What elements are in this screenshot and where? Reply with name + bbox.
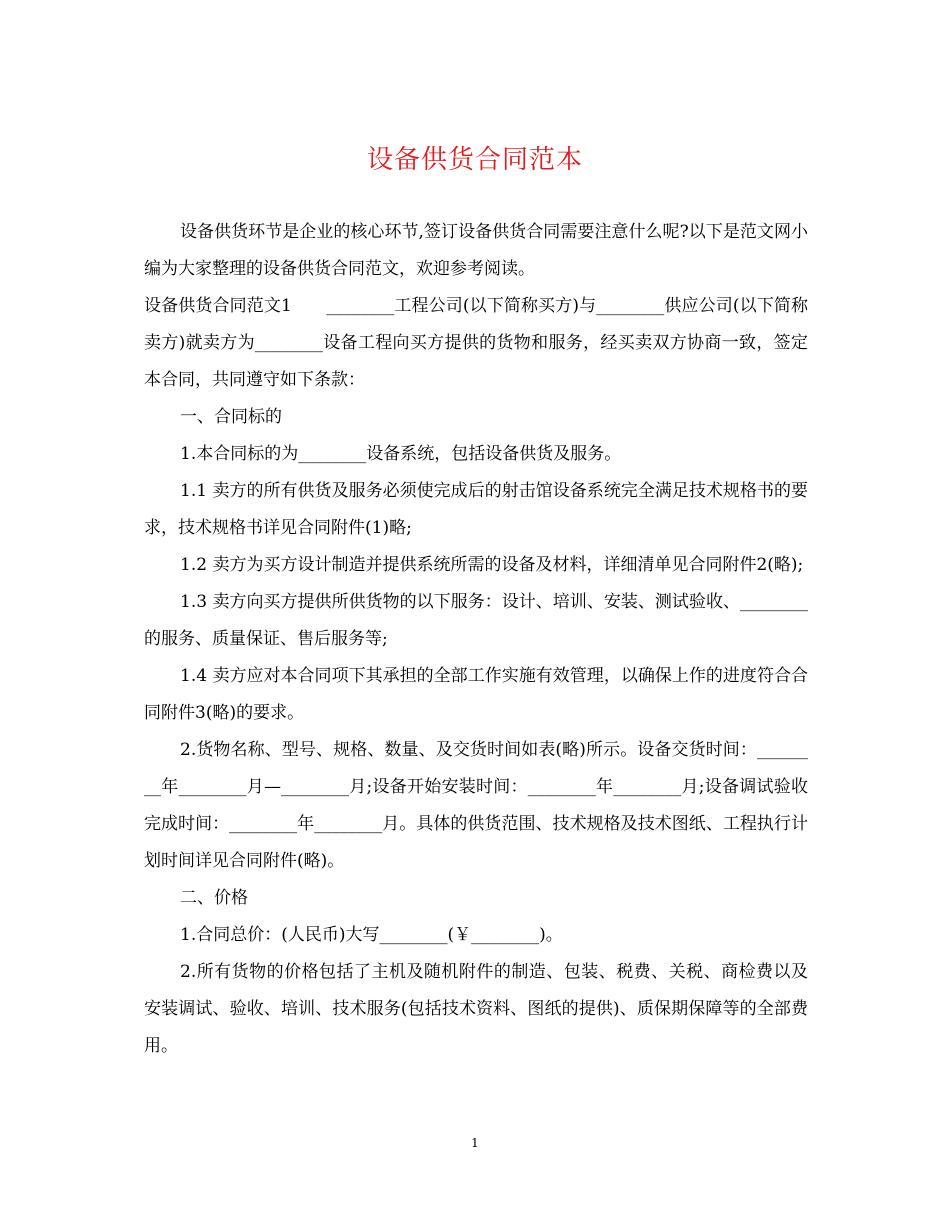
body-paragraph: 1.本合同标的为________设备系统，包括设备供货及服务。 — [180, 444, 622, 464]
body-paragraph: 二、价格 — [180, 888, 248, 908]
body-paragraph: 设备供货合同范文1 ________工程公司(以下简称买方)与________供应公司(以下简称卖方)就卖方为________设备工程向买方提供的货物和服务，经买卖双方协商一致，签定本合同，共同遵守如下条款： — [144, 296, 808, 390]
body-paragraph: 1.合同总价：(人民币)大写________(￥________)。 — [180, 925, 563, 945]
body-paragraph: 1.3 卖方向买方提供所供货物的以下服务：设计、培训、安装、测试验收、________的服务、质量保证、售后服务等; — [144, 592, 808, 649]
body-paragraph: 一、合同标的 — [180, 407, 282, 427]
body-paragraph: 2.所有货物的价格包括了主机及随机附件的制造、包装、税费、关税、商检费以及安装调试、验收、培训、技术服务(包括技术资料、图纸的提供)、质保期保障等的全部费用。 — [144, 962, 808, 1056]
document-title: 设备供货合同范本 — [366, 145, 583, 175]
body-paragraph: 设备供货环节是企业的核心环节,签订设备供货合同需要注意什么呢?以下是范文网小编为大家整理的设备供货合同范文，欢迎参考阅读。 — [144, 222, 808, 279]
body-paragraph: 1.2 卖方为买方设计制造并提供系统所需的设备及材料，详细清单见合同附件2(略); — [180, 555, 804, 575]
page-number: 1 — [471, 1136, 479, 1150]
document-body — [144, 214, 808, 1065]
body-paragraph: 2.货物名称、型号、规格、数量、及交货时间如表(略)所示。设备交货时间：________年________月—________月;设备开始安装时间：________年________月;设备调试验收完成时间：________年________月。具体的供货范围、技术规格及技术图纸、工程执行计划时间详见合同附件(略)。 — [144, 740, 808, 871]
body-paragraph: 1.1 卖方的所有供货及服务必须使完成后的射击馆设备系统完全满足技术规格书的要求，技术规格书详见合同附件(1)略; — [144, 481, 808, 538]
body-paragraph: 1.4 卖方应对本合同项下其承担的全部工作实施有效管理，以确保上作的进度符合合同附件3(略)的要求。 — [144, 666, 808, 723]
